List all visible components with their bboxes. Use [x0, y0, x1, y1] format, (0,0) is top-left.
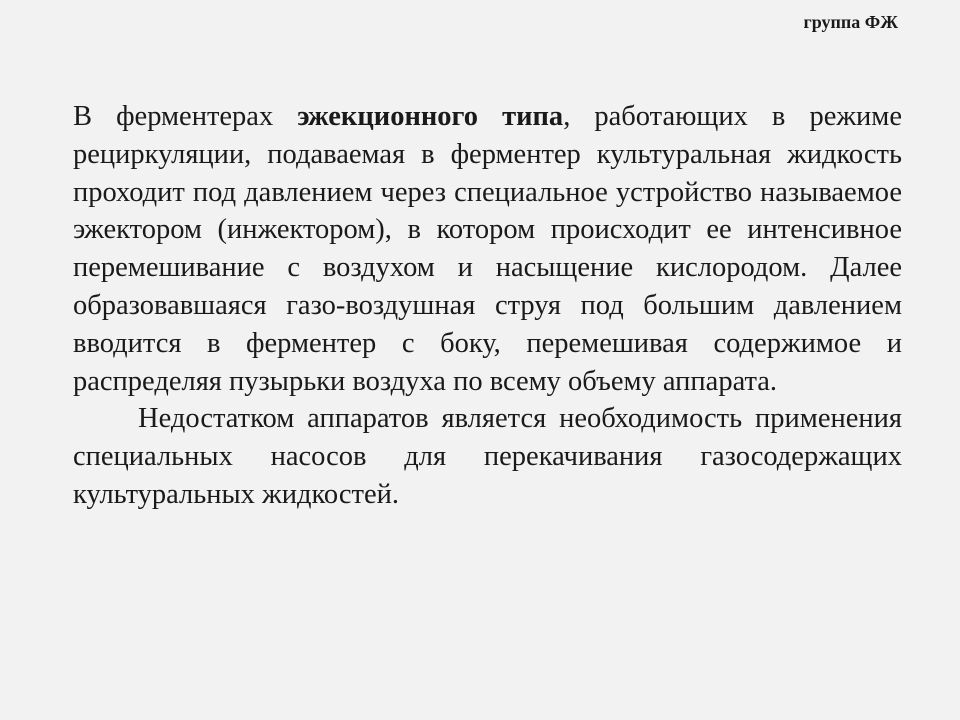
paragraph-rest: , работающих в режиме рециркуляции, подаваемая в ферментер культуральная жидкость проходит под давлением через специальное устройство называемое эжектором (инжектором), в котором происходит ее интенсивное перемешивание с воздухом и насыщение кислородом. Далее образовавшаяся газо-воздушная струя под большим давлением вводится в ферментер с боку, перемешивая содержимое и распределяя пузырьки воздуха по всему объему аппарата. — [73, 101, 902, 397]
paragraph-lead: В ферментерах — [73, 101, 298, 132]
paragraph-drawback: Недостатком аппаратов является необходимость применения специальных насосов для перекачивания газосодержащих культуральных жидкостей. — [73, 403, 902, 510]
paragraph-ejection-fermenters — [73, 98, 902, 400]
paragraph-emphasis: эжекционного типа — [297, 101, 564, 132]
body-text — [73, 98, 902, 514]
group-label: группа ФЖ — [803, 12, 898, 32]
